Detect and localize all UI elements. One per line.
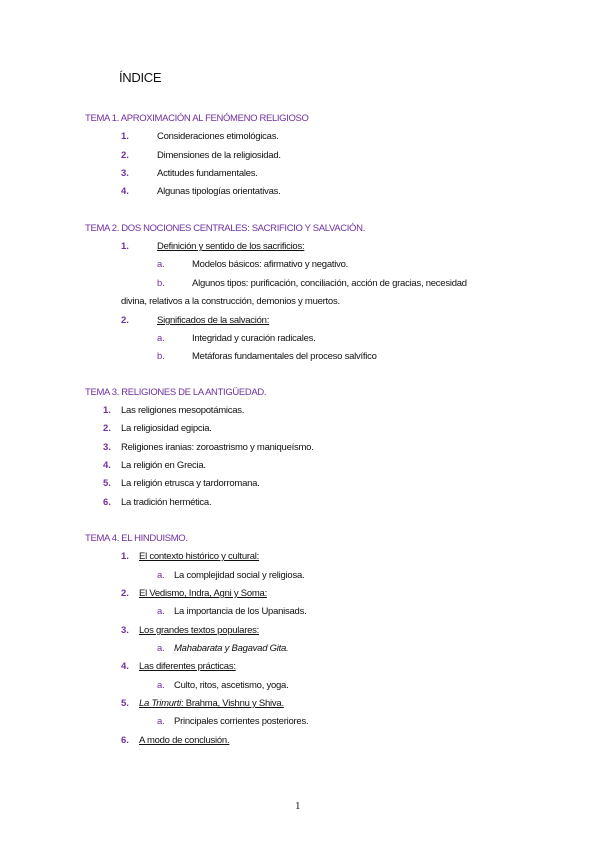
- tema2-item-number: 1.: [121, 241, 129, 252]
- tema3-item-text: La religión etrusca y tardorromana.: [121, 478, 260, 489]
- index-title: ÍNDICE: [119, 70, 162, 85]
- tema2-sub-text: Metáforas fundamentales del proceso salvífico: [192, 351, 377, 362]
- tema1-item-number: 4.: [121, 186, 129, 197]
- tema1-item-number: 1.: [121, 131, 129, 142]
- tema4-item-number: 5.: [121, 698, 129, 709]
- tema4-heading: TEMA 4. EL HINDUISMO.: [85, 533, 188, 544]
- tema2-item-number: 2.: [121, 315, 129, 326]
- tema2-sub-letter: a.: [157, 259, 165, 270]
- tema3-item-number: 2.: [103, 423, 111, 434]
- tema1-item-text: Actitudes fundamentales.: [157, 168, 258, 179]
- tema4-sub-text: Mahabarata y Bagavad Gita.: [174, 643, 289, 654]
- tema4-sub-text: La complejidad social y religiosa.: [174, 570, 305, 581]
- tema1-heading: TEMA 1. APROXIMACIÓN AL FENÓMENO RELIGIOSO: [85, 113, 309, 124]
- tema4-item-number: 6.: [121, 735, 129, 746]
- tema3-item-text: Religiones iranias: zoroastrismo y maniqueísmo.: [121, 442, 314, 453]
- tema3-item-number: 6.: [103, 497, 111, 508]
- tema4-item-text: [139, 698, 284, 709]
- tema2-sub-text: Algunos tipos: purificación, conciliación, acción de gracias, necesidad: [192, 278, 467, 289]
- tema4-sub-letter: a.: [157, 680, 165, 691]
- tema2-sub-continuation: divina, relativos a la construcción, demonios y muertos.: [121, 296, 340, 307]
- tema2-sub-letter: a.: [157, 333, 165, 344]
- tema2-sub-text: Integridad y curación radicales.: [192, 333, 316, 344]
- tema2-heading: TEMA 2. DOS NOCIONES CENTRALES: SACRIFICIO Y SALVACIÓN.: [85, 223, 365, 234]
- tema4-sub-letter: a.: [157, 606, 165, 617]
- tema1-item-number: 2.: [121, 150, 129, 161]
- tema3-item-text: La tradición hermética.: [121, 497, 212, 508]
- tema4-item-number: 3.: [121, 625, 129, 636]
- tema4-item-number: 2.: [121, 588, 129, 599]
- tema4-item-number: 1.: [121, 551, 129, 562]
- tema2-item-text: Definición y sentido de los sacrificios:: [157, 241, 305, 252]
- tema2-item-text: Significados de la salvación:: [157, 315, 270, 326]
- tema4-item-text: Las diferentes prácticas:: [139, 661, 236, 672]
- tema3-item-text: La religiosidad egipcia.: [121, 423, 212, 434]
- tema4-item-text-rest: : Brahma, Vishnu y Shiva.: [180, 698, 284, 709]
- tema4-item-text: A modo de conclusión.: [139, 735, 230, 746]
- tema4-sub-text: La importancia de los Upanisads.: [174, 606, 307, 617]
- tema4-sub-letter: a.: [157, 643, 165, 654]
- tema4-sub-letter: a.: [157, 570, 165, 581]
- tema3-item-text: Las religiones mesopotámicas.: [121, 405, 245, 416]
- tema3-item-number: 5.: [103, 478, 111, 489]
- tema1-item-number: 3.: [121, 168, 129, 179]
- tema2-sub-text: Modelos básicos: afirmativo y negativo.: [192, 259, 349, 270]
- tema4-sub-text: Culto, ritos, ascetismo, yoga.: [174, 680, 289, 691]
- tema4-item-text: El contexto histórico y cultural:: [139, 551, 260, 562]
- tema3-item-number: 1.: [103, 405, 111, 416]
- tema4-sub-letter: a.: [157, 716, 165, 727]
- tema1-item-text: Algunas tipologías orientativas.: [157, 186, 281, 197]
- tema4-item-text-italic: La Trimurti: [139, 698, 181, 709]
- tema1-item-text: Dimensiones de la religiosidad.: [157, 150, 281, 161]
- page-number: 1: [295, 800, 301, 812]
- tema3-item-number: 3.: [103, 442, 111, 453]
- tema4-item-text: Los grandes textos populares:: [139, 625, 260, 636]
- tema3-heading: TEMA 3. RELIGIONES DE LA ANTIGÜEDAD.: [85, 387, 267, 398]
- tema3-item-text: La religión en Grecia.: [121, 460, 206, 471]
- tema4-item-number: 4.: [121, 661, 129, 672]
- tema2-sub-letter: b.: [157, 278, 165, 289]
- tema4-item-text: El Vedismo, Indra, Agni y Soma:: [139, 588, 267, 599]
- tema4-sub-text: Principales corrientes posteriores.: [174, 716, 309, 727]
- tema3-item-number: 4.: [103, 460, 111, 471]
- tema1-item-text: Consideraciones etimológicas.: [157, 131, 279, 142]
- tema2-sub-letter: b.: [157, 351, 165, 362]
